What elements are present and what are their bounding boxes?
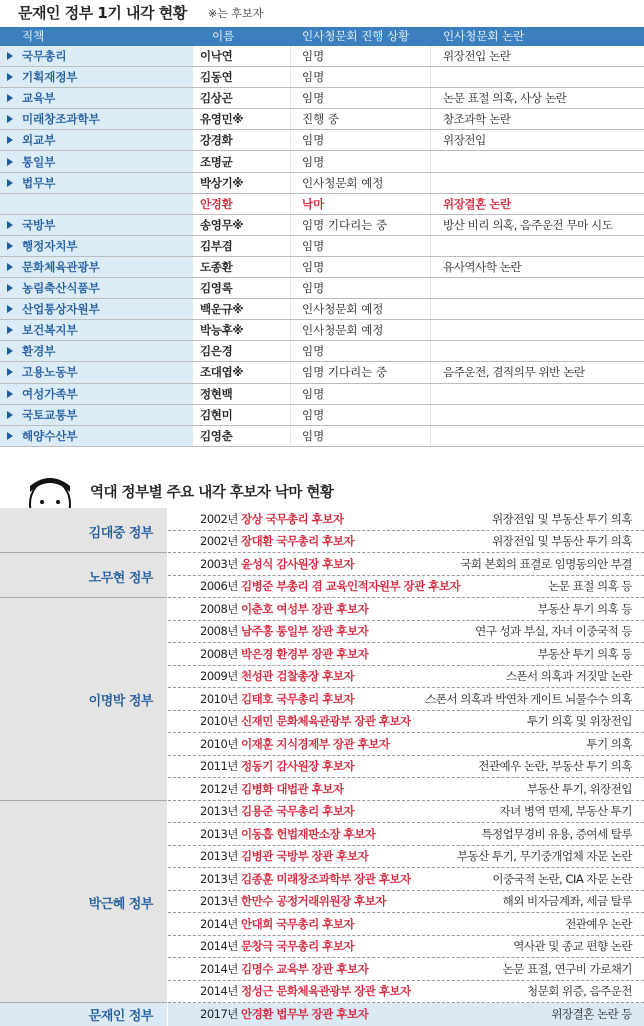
cabinet-status: 임명 — [302, 259, 325, 274]
cabinet-row — [0, 46, 644, 67]
cabinet-row — [0, 341, 644, 362]
cabinet-status: 인사청문회 예정 — [302, 175, 384, 190]
cabinet-ministry — [0, 320, 193, 340]
cabinet-ministry — [0, 67, 193, 87]
cabinet-ministry — [0, 194, 193, 214]
history-reason: 논문 표절, 연구비 가로채기 — [502, 961, 632, 976]
history-row — [168, 981, 644, 1004]
header-issue: 인사청문회 논란 — [443, 29, 525, 43]
history-row — [168, 508, 644, 531]
history-reason: 부동산 투기 의혹 등 — [537, 646, 632, 661]
history-row — [168, 531, 644, 554]
government-label: 박근혜 정부 — [88, 896, 153, 912]
cabinet-row — [0, 278, 644, 299]
history-year: 2006년 — [200, 579, 238, 594]
cabinet-ministry — [0, 215, 193, 235]
cabinet-name: 김상곤 — [200, 91, 233, 106]
history-nominee: 이재훈 지식경제부 장관 후보자 — [241, 736, 390, 751]
cabinet-row — [0, 257, 644, 278]
cabinet-ministry-label: 산업통상자원부 — [22, 302, 100, 317]
cabinet-row — [0, 173, 644, 194]
cabinet-ministry — [0, 362, 193, 382]
triangle-bullet-icon — [7, 179, 13, 187]
cabinet-table — [0, 27, 644, 447]
history-reason: 국회 본회의 표결로 임명동의안 부결 — [460, 556, 632, 571]
history-row — [168, 756, 644, 779]
history-row — [168, 1003, 644, 1026]
cabinet-ministry — [0, 341, 193, 361]
history-year: 2008년 — [200, 601, 238, 616]
cabinet-ministry — [0, 109, 193, 129]
government-label: 문재인 정부 — [88, 1009, 153, 1025]
history-row — [168, 733, 644, 756]
history-row — [168, 553, 644, 576]
cabinet-name: 송영무※ — [200, 217, 244, 232]
government-group — [0, 553, 167, 598]
history-year: 2011년 — [200, 759, 238, 774]
cabinet-row — [0, 426, 644, 447]
cabinet-status: 임명 — [302, 238, 325, 253]
cabinet-ministry-label: 문화체육관광부 — [22, 259, 100, 274]
history-year: 2014년 — [200, 984, 238, 999]
history-title: 역대 정부별 주요 내각 후보자 낙마 현황 — [90, 485, 334, 501]
government-group — [0, 1003, 167, 1026]
cabinet-ministry-label: 통일부 — [22, 154, 56, 169]
cabinet-ministry-label: 국방부 — [22, 217, 56, 232]
history-nominee: 김병준 부총리 겸 교육인적자원부 장관 후보자 — [241, 579, 461, 594]
history-reason: 전관예우 논란 — [565, 916, 632, 931]
cabinet-name: 안경환 — [200, 196, 233, 211]
history-nominee: 김병화 대법관 후보자 — [241, 781, 344, 796]
cabinet-issue: 위장결혼 논란 — [443, 196, 511, 211]
cabinet-name: 유영민※ — [200, 112, 244, 127]
government-label: 이명박 정부 — [88, 694, 153, 710]
cabinet-row — [0, 151, 644, 172]
cabinet-name: 박상기※ — [200, 175, 244, 190]
triangle-bullet-icon — [7, 411, 13, 419]
cabinet-row — [0, 405, 644, 426]
history-nominee: 천성관 검찰총장 후보자 — [241, 669, 355, 684]
cabinet-status: 임명 기다리는 중 — [302, 217, 388, 232]
history-row — [168, 868, 644, 891]
cabinet-ministry-label: 농림축산식품부 — [22, 281, 100, 296]
cabinet-table-header — [0, 27, 644, 46]
triangle-bullet-icon — [7, 136, 13, 144]
cabinet-ministry-label: 법무부 — [22, 175, 56, 190]
history-reason: 연구 성과 부실, 자녀 이중국적 등 — [475, 624, 632, 639]
legend-note: ※는 후보자 — [208, 7, 264, 20]
cabinet-row — [0, 215, 644, 236]
history-year: 2008년 — [200, 624, 238, 639]
cabinet-ministry-label: 행정자치부 — [22, 238, 78, 253]
history-nominee: 김명수 교육부 장관 후보자 — [241, 961, 369, 976]
cabinet-name: 백운규※ — [200, 302, 244, 317]
cabinet-status: 임명 — [302, 70, 325, 85]
cabinet-name: 강경화 — [200, 133, 233, 148]
history-year: 2008년 — [200, 646, 238, 661]
cabinet-row — [0, 236, 644, 257]
cabinet-row — [0, 384, 644, 405]
cabinet-row — [0, 194, 644, 215]
cabinet-row — [0, 130, 644, 151]
history-year: 2013년 — [200, 894, 238, 909]
cabinet-ministry-label: 보건복지부 — [22, 323, 78, 338]
triangle-bullet-icon — [7, 284, 13, 292]
history-year: 2013년 — [200, 849, 238, 864]
history-row — [168, 801, 644, 824]
cabinet-row — [0, 362, 644, 383]
cabinet-row — [0, 67, 644, 88]
cabinet-ministry-label: 미래창조과학부 — [22, 112, 100, 127]
history-year: 2013년 — [200, 804, 238, 819]
history-nominee: 김병관 국방부 장관 후보자 — [241, 849, 369, 864]
history-reason: 스폰서 의혹과 거짓말 논란 — [505, 669, 632, 684]
cabinet-name: 조명균 — [200, 154, 233, 169]
cabinet-ministry-label: 환경부 — [22, 344, 56, 359]
government-group — [0, 801, 167, 1004]
history-year: 2012년 — [200, 781, 238, 796]
cabinet-ministry-label: 국무총리 — [22, 49, 67, 64]
history-reason: 전관예우 논란, 부동산 투기 의혹 — [478, 759, 632, 774]
history-nominee: 장대환 국무총리 후보자 — [241, 534, 355, 549]
history-row — [168, 688, 644, 711]
cabinet-status: 임명 — [302, 154, 325, 169]
cabinet-name: 조대엽※ — [200, 365, 244, 380]
cabinet-issue: 방산 비리 의혹, 음주운전 무마 시도 — [443, 217, 613, 232]
history-reason: 위장전입 및 부동산 투기 의혹 — [492, 511, 632, 526]
cabinet-status: 임명 — [302, 133, 325, 148]
history-row — [168, 643, 644, 666]
cabinet-status: 임명 — [302, 49, 325, 64]
header — [0, 0, 644, 24]
history-row — [168, 958, 644, 981]
history-year: 2010년 — [200, 736, 238, 751]
cabinet-status: 낙마 — [302, 196, 325, 211]
header-ministry: 직책 — [22, 29, 45, 43]
cabinet-name: 김은경 — [200, 344, 233, 359]
cabinet-status: 임명 — [302, 428, 325, 443]
cabinet-name: 김현미 — [200, 407, 233, 422]
history-reason: 논문 표절 의혹 등 — [548, 579, 632, 594]
history-nominee: 정동기 감사원장 후보자 — [241, 759, 355, 774]
history-nominee: 김용준 국무총리 후보자 — [241, 804, 355, 819]
cabinet-row — [0, 109, 644, 130]
history-year: 2010년 — [200, 714, 238, 729]
triangle-bullet-icon — [7, 347, 13, 355]
cabinet-ministry — [0, 405, 193, 425]
triangle-bullet-icon — [7, 52, 13, 60]
history-row — [168, 778, 644, 801]
cabinet-issue: 위장전입 — [443, 133, 486, 148]
history-reason: 위장전입 및 부동산 투기 의혹 — [492, 534, 632, 549]
history-year: 2003년 — [200, 556, 238, 571]
history-row — [168, 913, 644, 936]
triangle-bullet-icon — [7, 390, 13, 398]
history-nominee: 이동흡 헌법재판소장 후보자 — [241, 826, 376, 841]
header-name: 이름 — [212, 29, 235, 43]
triangle-bullet-icon — [7, 221, 13, 229]
cabinet-issue: 논문 표절 의혹, 사상 논란 — [443, 91, 567, 106]
history-nominee: 김종훈 미래창조과학부 장관 후보자 — [241, 871, 411, 886]
cabinet-ministry-label: 해양수산부 — [22, 428, 78, 443]
cabinet-status: 임명 기다리는 중 — [302, 365, 388, 380]
government-label: 노무현 정부 — [88, 570, 153, 586]
cabinet-ministry — [0, 384, 193, 404]
history-reason: 역사관 및 종교 편향 논란 — [513, 939, 632, 954]
history-nominee: 안대희 국무총리 후보자 — [241, 916, 355, 931]
history-reason: 자녀 병역 면제, 부동산 투기 — [499, 804, 632, 819]
history-nominee: 신재민 문화체육관광부 장관 후보자 — [241, 714, 411, 729]
history-nominee: 한만수 공정거래위원장 후보자 — [241, 894, 386, 909]
cabinet-ministry — [0, 236, 193, 256]
history-row — [168, 711, 644, 734]
cabinet-name: 도종환 — [200, 259, 233, 274]
cabinet-row — [0, 88, 644, 109]
history-row — [168, 666, 644, 689]
history-year: 2014년 — [200, 961, 238, 976]
cabinet-issue: 위장전입 논란 — [443, 49, 511, 64]
history-year: 2002년 — [200, 511, 238, 526]
cabinet-status: 임명 — [302, 344, 325, 359]
triangle-bullet-icon — [7, 73, 13, 81]
cabinet-ministry — [0, 46, 193, 66]
history-row — [168, 576, 644, 599]
history-row — [168, 846, 644, 869]
cabinet-ministry-label: 기획재정부 — [22, 70, 78, 85]
history-row — [168, 936, 644, 959]
cabinet-issue: 창조과학 논란 — [443, 112, 511, 127]
triangle-bullet-icon — [7, 263, 13, 271]
cabinet-ministry — [0, 299, 193, 319]
history-row — [168, 621, 644, 644]
cabinet-name: 박능후※ — [200, 323, 244, 338]
government-group — [0, 508, 167, 553]
cabinet-issue: 음주운전, 겸직의무 위반 논란 — [443, 365, 585, 380]
history-nominee: 김태호 국무총리 후보자 — [241, 691, 355, 706]
history-year: 2014년 — [200, 916, 238, 931]
history-nominee: 박은경 환경부 장관 후보자 — [241, 646, 369, 661]
cabinet-name: 정현백 — [200, 386, 233, 401]
history-reason: 특정업무경비 유용, 증여세 탈루 — [481, 826, 632, 841]
cabinet-name: 김부겸 — [200, 238, 233, 253]
cabinet-ministry — [0, 151, 193, 171]
history-reason: 스폰서 의혹과 박연차 게이트 뇌물수수 의혹 — [425, 691, 632, 706]
cabinet-status: 임명 — [302, 407, 325, 422]
history-reason: 이중국적 논란, CIA 자문 논란 — [492, 871, 632, 886]
cabinet-status: 인사청문회 예정 — [302, 323, 384, 338]
cabinet-ministry-label: 여성가족부 — [22, 386, 78, 401]
triangle-bullet-icon — [7, 115, 13, 123]
cabinet-ministry — [0, 257, 193, 277]
history-reason: 청문회 위증, 음주운전 — [527, 984, 632, 999]
cabinet-name: 김영록 — [200, 281, 233, 296]
history-year: 2009년 — [200, 669, 238, 684]
cabinet-name: 이낙연 — [200, 49, 233, 64]
history-nominee: 안경환 법무부 장관 후보자 — [241, 1007, 369, 1022]
history-nominee: 남주홍 통일부 장관 후보자 — [241, 624, 369, 639]
cabinet-ministry-label: 고용노동부 — [22, 365, 78, 380]
history-row — [168, 891, 644, 914]
cabinet-row — [0, 320, 644, 341]
cabinet-name: 김동연 — [200, 70, 233, 85]
government-group — [0, 598, 167, 801]
history-year: 2013년 — [200, 871, 238, 886]
triangle-bullet-icon — [7, 158, 13, 166]
cabinet-status: 임명 — [302, 386, 325, 401]
cabinet-ministry-label: 교육부 — [22, 91, 56, 106]
triangle-bullet-icon — [7, 94, 13, 102]
cabinet-ministry — [0, 88, 193, 108]
history-year: 2013년 — [200, 826, 238, 841]
cabinet-status: 인사청문회 예정 — [302, 302, 384, 317]
triangle-bullet-icon — [7, 326, 13, 334]
history-row — [168, 598, 644, 621]
history-year: 2014년 — [200, 939, 238, 954]
triangle-bullet-icon — [7, 242, 13, 250]
history-reason: 부동산 투기, 위장전입 — [527, 781, 632, 796]
cabinet-ministry — [0, 130, 193, 150]
history-reason: 위장결혼 논란 등 — [551, 1007, 632, 1022]
history-reason: 부동산 투기 의혹 등 — [537, 601, 632, 616]
history-reason: 부동산 투기, 무기중개업체 자문 논란 — [457, 849, 632, 864]
history-year: 2010년 — [200, 691, 238, 706]
cabinet-status: 진행 중 — [302, 112, 339, 127]
header-status: 인사청문회 진행 상황 — [302, 29, 410, 43]
cabinet-status: 임명 — [302, 281, 325, 296]
page-title: 문재인 정부 1기 내각 현황 — [18, 4, 187, 22]
triangle-bullet-icon — [7, 305, 13, 313]
history-reason: 투기 의혹 및 위장전입 — [527, 714, 632, 729]
triangle-bullet-icon — [7, 432, 13, 440]
cabinet-issue: 유사역사학 논란 — [443, 259, 522, 274]
cabinet-ministry — [0, 426, 193, 446]
history-row — [168, 823, 644, 846]
cabinet-ministry-label: 외교부 — [22, 133, 56, 148]
history-reason: 투기 의혹 — [586, 736, 632, 751]
cabinet-row — [0, 299, 644, 320]
history-nominee: 장상 국무총리 후보자 — [241, 511, 344, 526]
cabinet-ministry — [0, 278, 193, 298]
cabinet-ministry — [0, 173, 193, 193]
cabinet-name: 김영춘 — [200, 428, 233, 443]
history-year: 2002년 — [200, 534, 238, 549]
cabinet-table-body — [0, 46, 644, 447]
history-nominee: 윤성식 감사원장 후보자 — [241, 556, 355, 571]
history-reason: 해외 비자금계좌, 세금 탈루 — [502, 894, 632, 909]
cabinet-ministry-label: 국토교통부 — [22, 407, 78, 422]
history-year: 2017년 — [200, 1007, 238, 1022]
triangle-bullet-icon — [7, 368, 13, 376]
history-nominee: 문창극 국무총리 후보자 — [241, 939, 355, 954]
government-label: 김대중 정부 — [88, 525, 153, 541]
history-nominee: 정성근 문화체육관광부 장관 후보자 — [241, 984, 411, 999]
history-nominee: 이춘호 여성부 장관 후보자 — [241, 601, 369, 616]
cabinet-status: 임명 — [302, 91, 325, 106]
